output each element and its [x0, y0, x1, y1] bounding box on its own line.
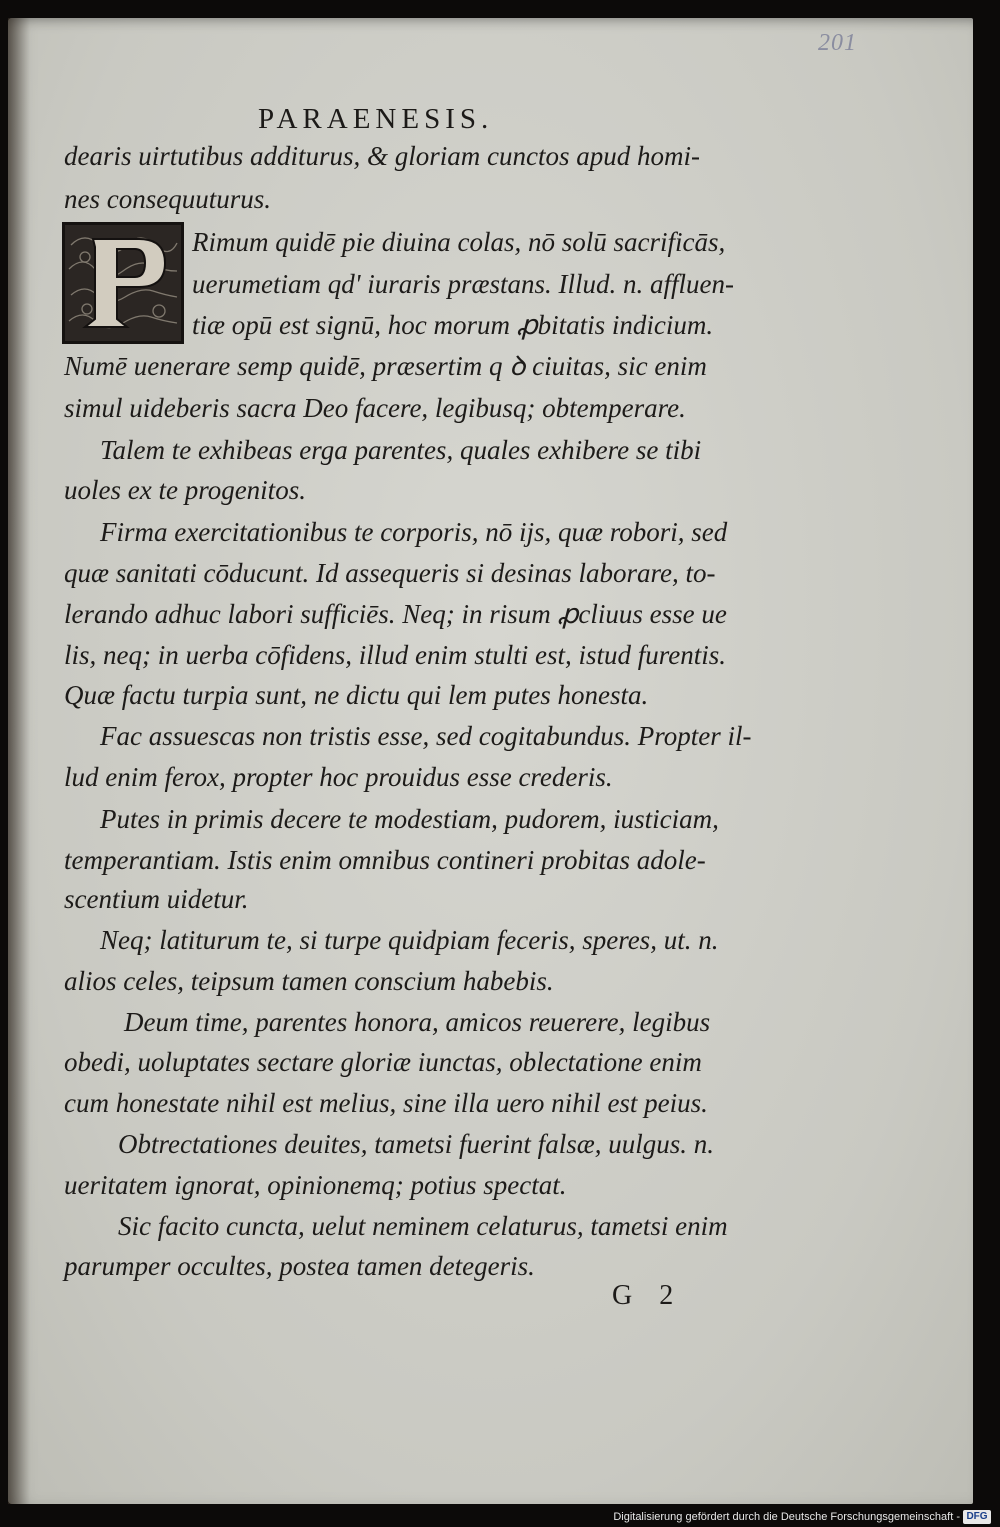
text-line: scentium uidetur.: [64, 884, 249, 914]
text-line: parumper occultes, postea tamen detegeris.: [64, 1251, 535, 1281]
text-line: simul uideberis sacra Deo facere, legibusq; obtemperare.: [64, 393, 686, 423]
text-line: Neq; latiturum te, si turpe quidpiam feceris, speres, ut. n.: [100, 925, 719, 955]
text-line: uerumetiam qd' iuraris præstans. Illud. n. affluen-: [192, 269, 735, 299]
text-line: Obtrectationes deuites, tametsi fuerint falsæ, uulgus. n.: [118, 1129, 714, 1159]
dfg-logo-icon: DFG: [963, 1510, 991, 1524]
text-line: Talem te exhibeas erga parentes, quales exhibere se tibi: [100, 435, 702, 465]
text-line: lis, neq; in uerba cōfidens, illud enim stulti est, istud furentis.: [64, 640, 726, 670]
footer-credit: Digitalisierung gefördert durch die Deutsche Forschungsgemeinschaft -: [613, 1511, 960, 1523]
signature-mark: G 2: [612, 1280, 684, 1311]
text-line: Rimum quidē pie diuina colas, nō solū sacrificās,: [192, 227, 726, 257]
text-line: temperantiam. Istis enim omnibus contineri probitas adole-: [64, 845, 706, 875]
text-line: lerando adhuc labori sufficiēs. Neq; in risum ꝓcliuus esse ue: [64, 599, 727, 629]
text-line: Quæ factu turpia sunt, ne dictu qui lem putes honesta.: [64, 680, 649, 710]
text-line: lud enim ferox, propter hoc prouidus esse crederis.: [64, 762, 613, 792]
text-line: Deum time, parentes honora, amicos reuerere, legibus: [124, 1007, 711, 1037]
text-line: Firma exercitationibus te corporis, nō ijs, quæ robori, sed: [100, 517, 728, 547]
text-line: Putes in primis decere te modestiam, pudorem, iusticiam,: [100, 804, 719, 834]
text-line: obedi, uoluptates sectare gloriæ iunctas, oblectatione enim: [64, 1047, 702, 1077]
text-line: Fac assuescas non tristis esse, sed cogitabundus. Propter il-: [100, 721, 752, 751]
running-head: PARAENESIS.: [258, 103, 494, 135]
text-line: quæ sanitati cōducunt. Id assequeris si desinas laborare, to-: [64, 558, 716, 588]
text-line: uoles ex te progenitos.: [64, 475, 306, 505]
text-line: tiæ opū est signū, hoc morum ꝓbitatis indicium.: [192, 310, 714, 340]
text-line: Numē uenerare semp quidē, præsertim q ꝺ ciuitas, sic enim: [64, 351, 707, 381]
text-line: nes consequuturus.: [64, 184, 271, 214]
handwritten-folio-number: 201: [818, 30, 857, 56]
text-line: cum honestate nihil est melius, sine illa uero nihil est peius.: [64, 1088, 708, 1118]
text-line: ueritatem ignorat, opinionemq; potius spectat.: [64, 1170, 567, 1200]
text-line: alios celes, teipsum tamen conscium habebis.: [64, 966, 554, 996]
text-line: Sic facito cuncta, uelut neminem celaturus, tametsi enim: [118, 1211, 728, 1241]
text-line: dearis uirtutibus additurus, & gloriam cunctos apud homi-: [64, 141, 701, 171]
